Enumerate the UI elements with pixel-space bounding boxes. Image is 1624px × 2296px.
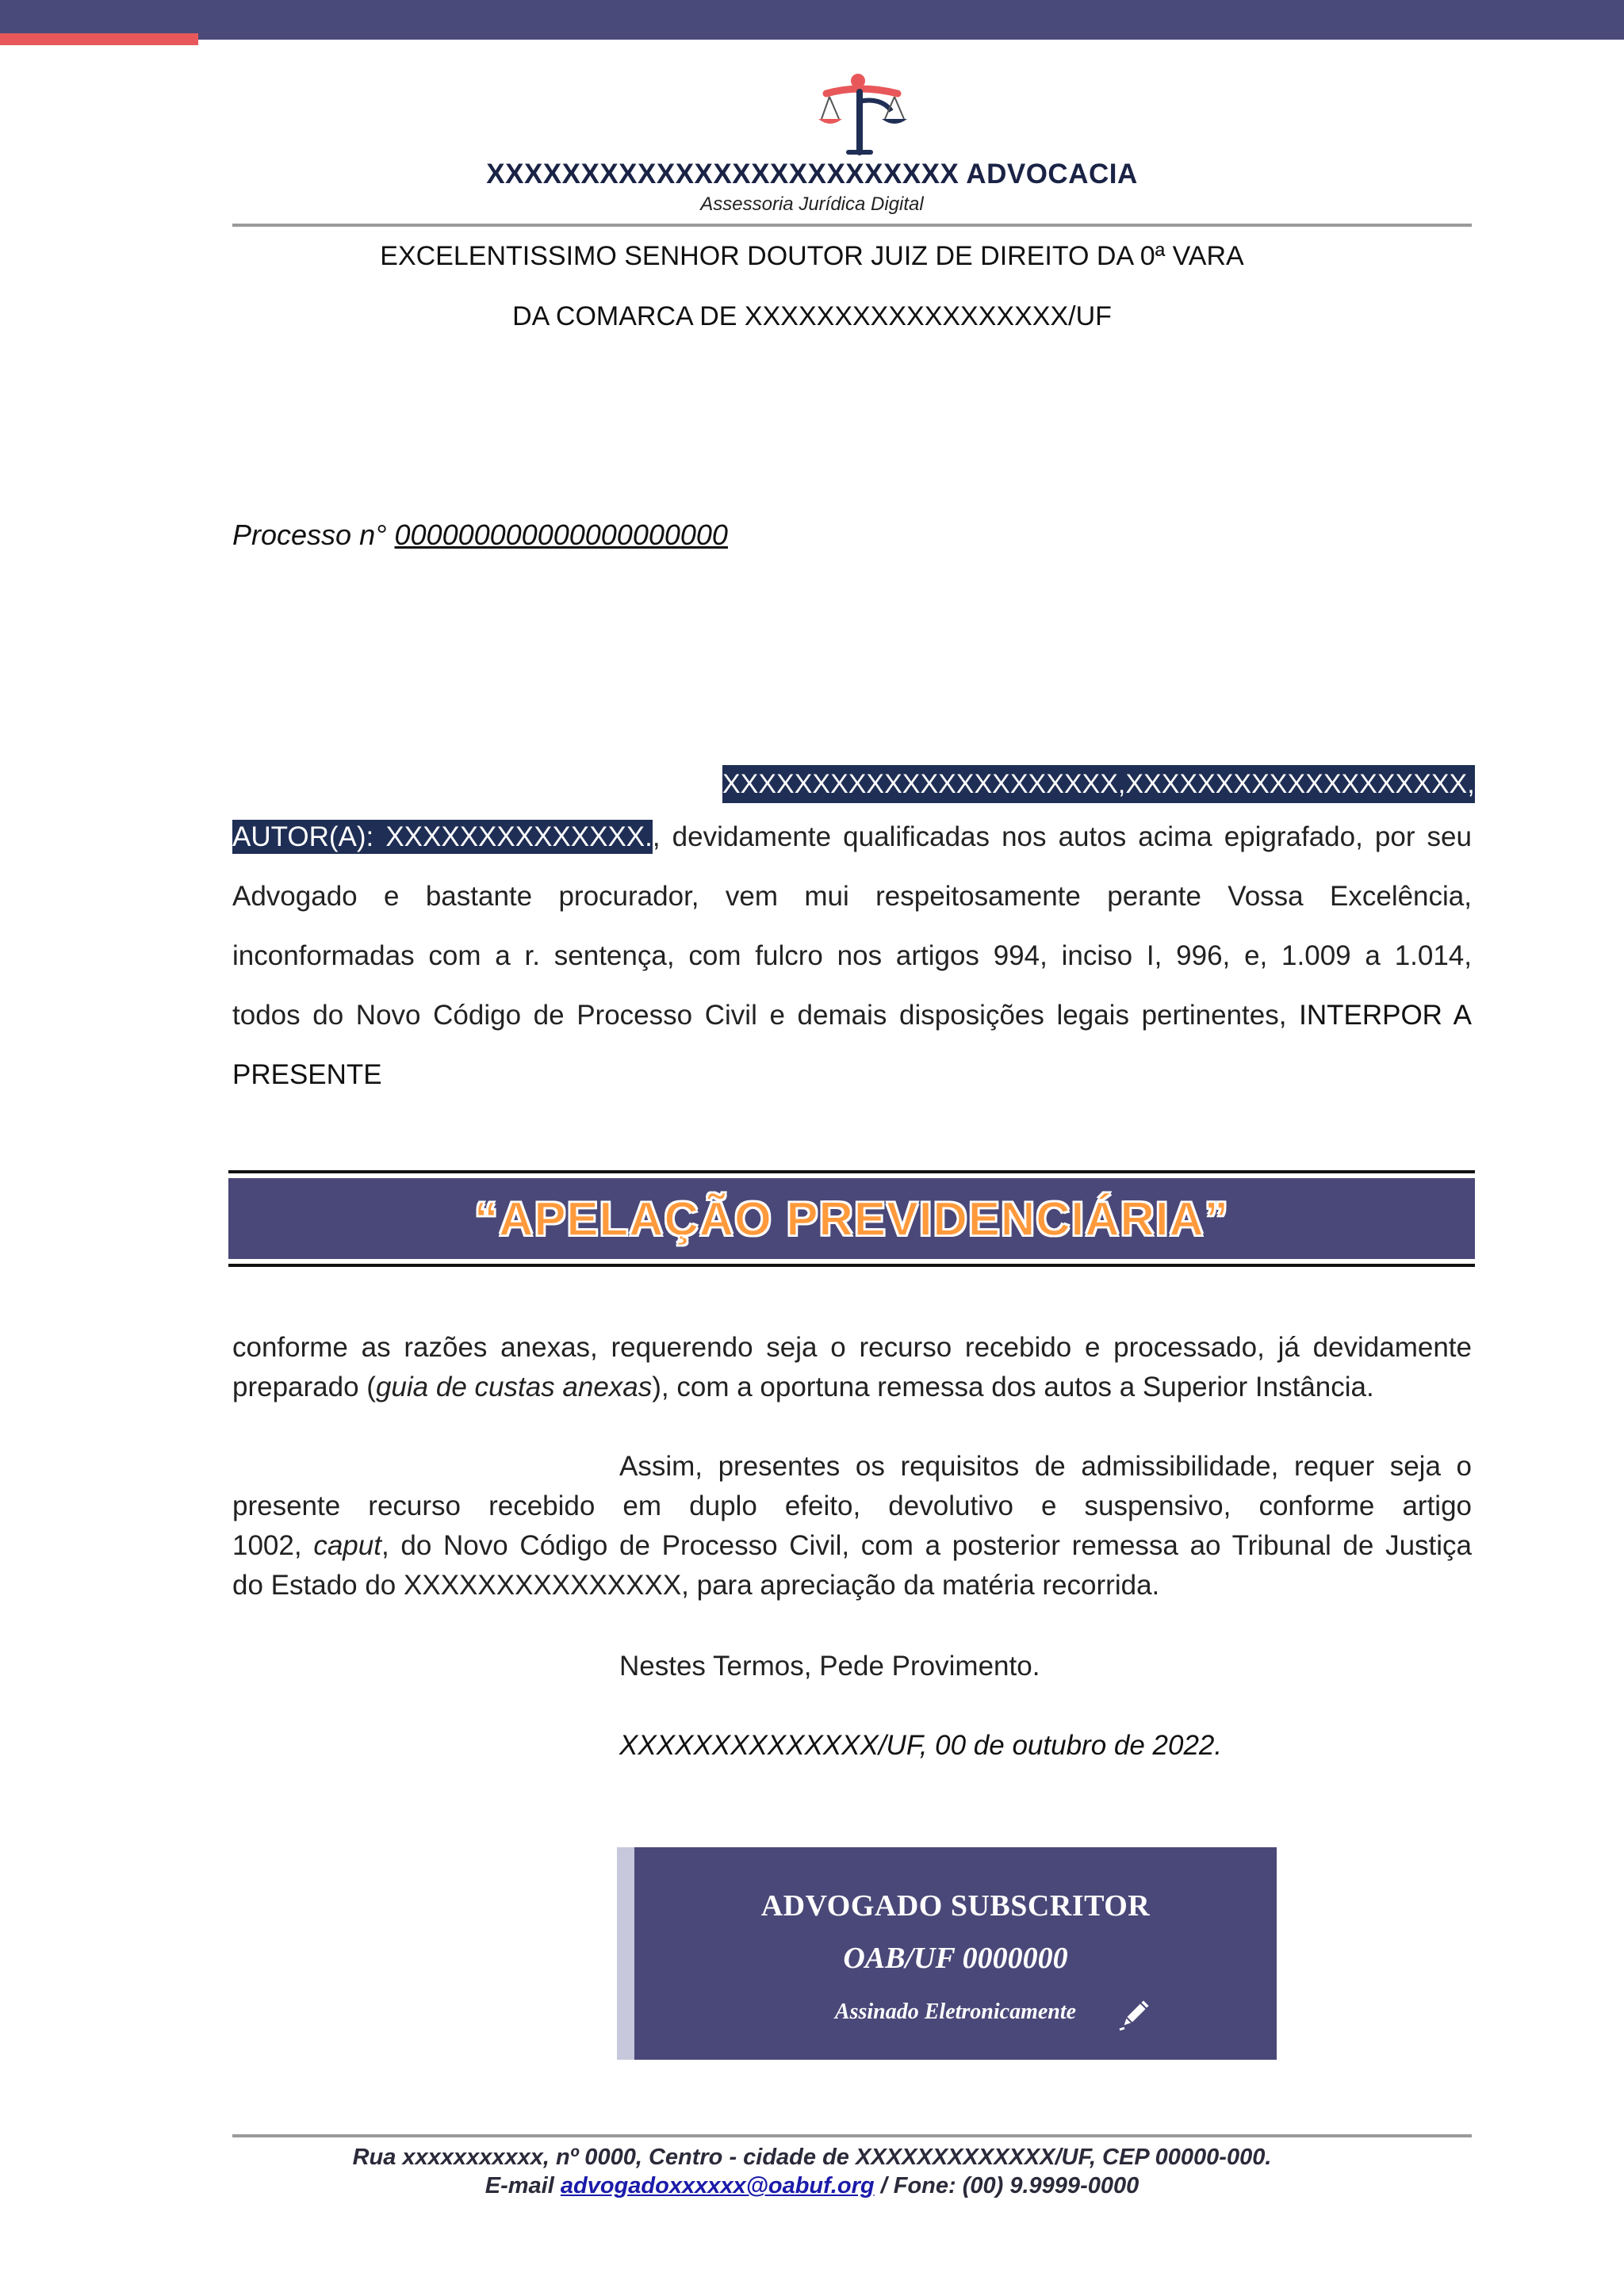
footer-email-label: E-mail: [485, 2173, 554, 2198]
addressee-line-2: DA COMARCA DE XXXXXXXXXXXXXXXXXX/UF: [512, 301, 1112, 331]
pen-icon: [1116, 1995, 1155, 2033]
intro-line-4-emphasis: INTERPOR A: [1299, 1000, 1472, 1031]
body-p1-line-2: [232, 1372, 1472, 1403]
banner-bottom-rule: [228, 1264, 1475, 1267]
footer-contact: [0, 2173, 1624, 2199]
body-p2-line-2: presente recurso recebido em duplo efeito, devolutivo e suspensivo, conforme artigo: [232, 1490, 1472, 1521]
signature-title: ADVOGADO SUBSCRITOR: [760, 1889, 1151, 1923]
addressee-line-1: EXCELENTISSIMO SENHOR DOUTOR JUIZ DE DIREITO DA 0ª VARA: [380, 241, 1244, 271]
body-p2-line-3-italic: caput: [313, 1530, 381, 1561]
header-divider: [232, 224, 1472, 227]
intro-line-4: [232, 1000, 1472, 1031]
banner-top-rule: [228, 1170, 1475, 1173]
body-p1-line-2-b: ), com a oportuna remessa dos autos a Superior Instância.: [652, 1372, 1374, 1402]
firm-tagline: Assessoria Jurídica Digital: [700, 193, 924, 215]
body-p2-line-3-a: 1002,: [232, 1530, 302, 1561]
signature-box: [617, 1847, 1277, 2060]
signature-oab: OAB/UF 0000000: [843, 1942, 1068, 1975]
body-p2-line-3: [232, 1530, 1472, 1562]
intro-line-2: Advogado e bastante procurador, vem mui respeitosamente perante Vossa Excelência,: [232, 881, 1472, 912]
signature-signed: Assinado Eletronicamente: [834, 1999, 1077, 2024]
body-p2-line-3-b: , do Novo Código de Processo Civil, com a posterior remessa ao Tribunal de Justiça: [381, 1530, 1472, 1561]
footer-divider: [232, 2134, 1472, 2137]
parties-line: [722, 765, 1475, 803]
body-p2-line-1: Assim, presentes os requisitos de admissibilidade, requer seja o: [619, 1451, 1472, 1482]
party-name-2: XXXXXXXXXXXXXXXXXXX,: [1125, 765, 1474, 803]
body-p1-line-1: conforme as razões anexas, requerendo seja o recurso recebido e processado, já devidamente: [232, 1332, 1472, 1363]
signature-box-strip: [617, 1847, 634, 2060]
intro-line-1: [232, 821, 1472, 853]
body-p2-line-4: do Estado do XXXXXXXXXXXXXXX, para apreciação da matéria recorrida.: [232, 1570, 1160, 1601]
appeal-title: “APELAÇÃO PREVIDENCIÁRIA”: [474, 1192, 1229, 1246]
party-author: AUTOR(A): XXXXXXXXXXXXXX.: [232, 821, 653, 852]
firm-name: XXXXXXXXXXXXXXXXXXXXXXXXX ADVOCACIA: [486, 159, 1138, 189]
footer-email-link[interactable]: advogadoxxxxxx@oabuf.org: [560, 2173, 875, 2198]
intro-line-1-text: , devidamente qualificadas nos autos acima epigrafado, por seu: [652, 821, 1472, 852]
place-date: XXXXXXXXXXXXXX/UF, 00 de outubro de 2022.: [619, 1730, 1223, 1761]
appeal-banner: [228, 1178, 1475, 1259]
intro-line-4-text: todos do Novo Código de Processo Civil e demais disposições legais pertinentes,: [232, 1000, 1287, 1031]
party-name-1: XXXXXXXXXXXXXXXXXXXXXX,: [722, 765, 1125, 803]
process-number: [232, 519, 728, 552]
process-label: Processo n°: [232, 519, 387, 551]
footer-address: Rua xxxxxxxxxxx, nº 0000, Centro - cidade de XXXXXXXXXXXXX/UF, CEP 00000-000.: [352, 2145, 1272, 2170]
top-brand-bar: [0, 0, 1624, 40]
process-number-value: 000000000000000000000: [394, 519, 728, 551]
intro-line-3: inconformadas com a r. sentença, com fulcro nos artigos 994, inciso I, 996, e, 1.009 a 1.014,: [232, 940, 1472, 971]
footer-phone: / Fone: (00) 9.9999-0000: [874, 2173, 1139, 2198]
closing-text: Nestes Termos, Pede Provimento.: [619, 1651, 1040, 1682]
top-accent-bar: [0, 33, 198, 45]
body-p1-line-2-a: preparado (: [232, 1372, 376, 1402]
scales-of-justice-logo-icon: [809, 70, 912, 161]
body-p1-line-2-italic: guia de custas anexas: [375, 1372, 653, 1402]
intro-line-5: PRESENTE: [232, 1059, 382, 1090]
